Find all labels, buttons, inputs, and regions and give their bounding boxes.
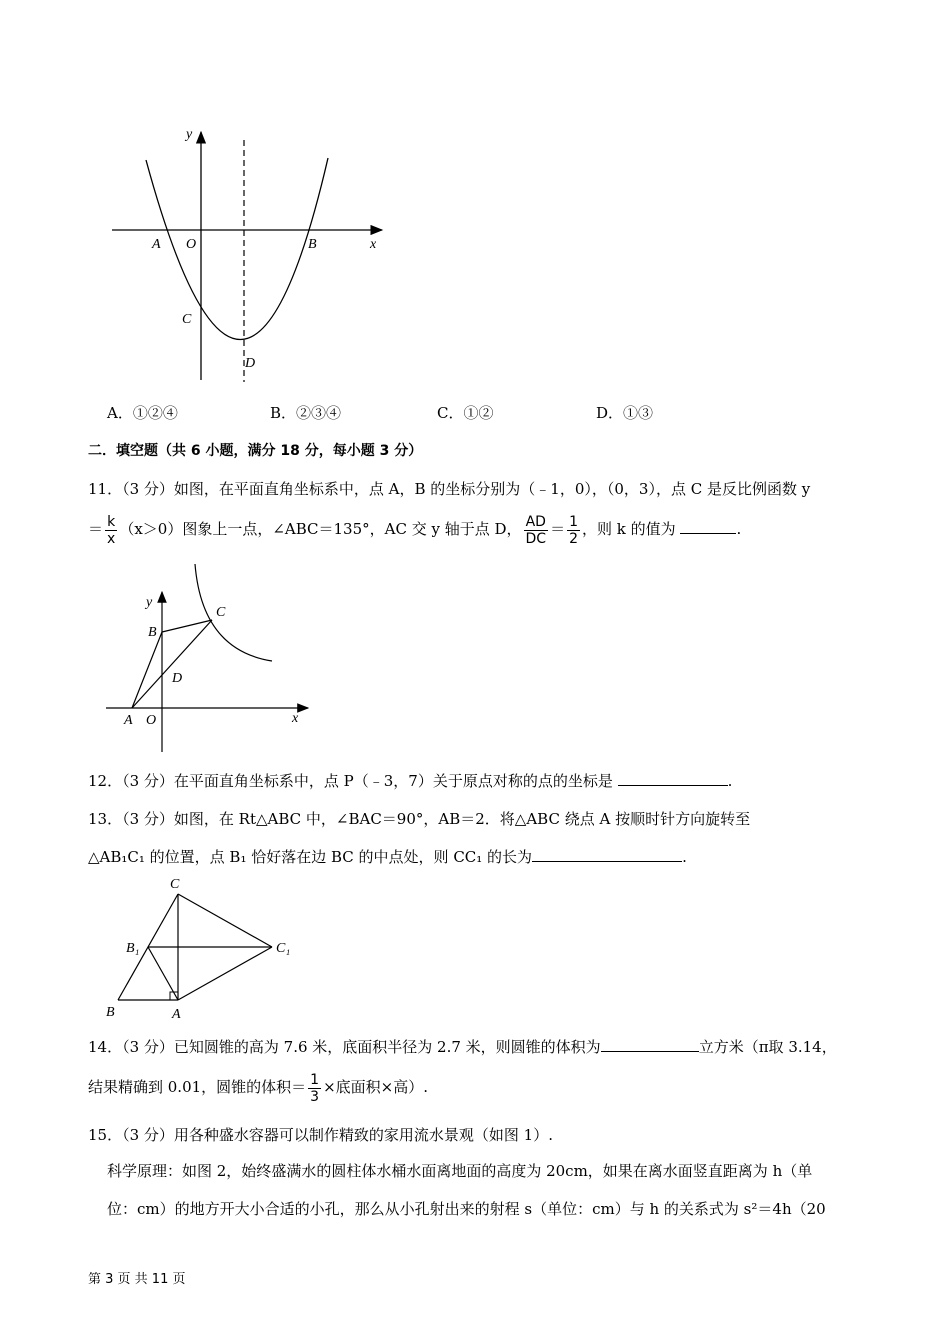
option-d[interactable]: D．①③ bbox=[596, 404, 654, 422]
segment-AC bbox=[132, 620, 212, 708]
label-C: C bbox=[182, 312, 192, 327]
q13-line1: 13．（3 分）如图，在 Rt△ABC 中，∠BAC＝90°，AB＝2．将△ABC 绕点 A 按顺时针方向旋转至 bbox=[88, 810, 751, 828]
q14-line1 bbox=[88, 1036, 837, 1058]
q11-end: . bbox=[736, 520, 742, 538]
frac-denominator: DC bbox=[525, 530, 547, 547]
q15-line1: 15．（3 分）用各种盛水容器可以制作精致的家用流水景观（如图 1）. bbox=[88, 1126, 553, 1144]
q15-line3: 位：cm）的地方开大小合适的小孔，那么从小孔射出来的射程 s（单位：cm）与 h 的关系式为 s²＝4h（20 bbox=[107, 1200, 826, 1218]
q13-text: △AB₁C₁ 的位置，点 B₁ 恰好落在边 BC 的中点处，则 CC₁ 的长为 bbox=[88, 848, 533, 866]
hyperbola-curve bbox=[195, 564, 272, 661]
q13-end: . bbox=[682, 848, 687, 866]
label-x: x bbox=[292, 711, 299, 726]
fraction-one-half bbox=[567, 514, 580, 547]
label-A: A bbox=[124, 713, 133, 728]
q12-end: . bbox=[727, 772, 733, 790]
frac-denominator: 2 bbox=[569, 530, 579, 547]
option-a[interactable]: A．①②④ bbox=[107, 404, 178, 422]
parabola-figure bbox=[100, 120, 400, 385]
q14-text-a: 14．（3 分）已知圆锥的高为 7.6 米，底面积半径为 2.7 米，则圆锥的体积为 bbox=[88, 1038, 601, 1056]
q14-text-d: ×底面积×高）. bbox=[323, 1078, 428, 1096]
frac-denominator: 3 bbox=[310, 1088, 320, 1105]
option-c[interactable]: C．①② bbox=[437, 404, 494, 422]
segment-AC1 bbox=[178, 947, 272, 1000]
label-B: B bbox=[148, 625, 157, 640]
q12-line bbox=[88, 770, 732, 792]
q11-answer-blank[interactable] bbox=[680, 518, 736, 534]
label-y: y bbox=[186, 127, 193, 142]
label-C: C bbox=[170, 877, 180, 892]
q13-answer-blank[interactable] bbox=[532, 846, 682, 862]
frac-denominator: x bbox=[107, 530, 116, 547]
q14-text-b: 立方米（π取 3.14， bbox=[698, 1038, 837, 1056]
q12-text: 12．（3 分）在平面直角坐标系中，点 P（﹣3，7）关于原点对称的点的坐标是 bbox=[88, 772, 613, 790]
label-B1: B₁ bbox=[126, 941, 140, 956]
label-O: O bbox=[186, 237, 197, 252]
q11-mid: （x＞0）图象上一点，∠ABC＝135°，AC 交 y 轴于点 D， bbox=[119, 520, 522, 538]
label-y: y bbox=[146, 595, 153, 610]
label-D: D bbox=[172, 671, 183, 686]
segment-BC bbox=[162, 620, 212, 632]
option-b[interactable]: B．②③④ bbox=[270, 404, 342, 422]
page-footer: 第 3 页 共 11 页 bbox=[88, 1272, 186, 1287]
label-A: A bbox=[172, 1007, 181, 1020]
frac-numerator: AD bbox=[524, 514, 549, 531]
section-title: 二．填空题（共 6 小题，满分 18 分，每小题 3 分） bbox=[88, 443, 423, 459]
q15-line2: 科学原理：如图 2，始终盛满水的圆柱体水桶水面离地面的高度为 20cm，如果在离水面竖直距离为 h（单 bbox=[107, 1162, 813, 1180]
frac-numerator: 1 bbox=[569, 513, 579, 530]
label-A: A bbox=[152, 237, 161, 252]
q11-line1: 11．（3 分）如图，在平面直角坐标系中，点 A，B 的坐标分别为（﹣1，0），（0，3），点 C 是反比例函数 y bbox=[88, 480, 811, 498]
label-B: B bbox=[106, 1005, 115, 1020]
q12-answer-blank[interactable] bbox=[618, 770, 728, 786]
frac-numerator: 1 bbox=[310, 1071, 320, 1088]
q14-answer-blank[interactable] bbox=[601, 1036, 699, 1052]
label-B: B bbox=[308, 237, 317, 252]
label-C: C bbox=[216, 605, 226, 620]
label-x: x bbox=[370, 237, 377, 252]
fraction-ad-over-dc bbox=[524, 514, 549, 547]
segment-AB bbox=[132, 632, 162, 708]
q14-text-c: 结果精确到 0.01，圆锥的体积＝ bbox=[88, 1078, 307, 1096]
label-C1: C₁ bbox=[276, 941, 291, 956]
rotation-figure bbox=[100, 874, 300, 1020]
fraction-one-third bbox=[308, 1072, 321, 1105]
q13-line2 bbox=[88, 846, 687, 868]
parabola-curve bbox=[146, 158, 328, 340]
q11-tail: ，则 k 的值为 bbox=[582, 520, 676, 538]
q11-line2 bbox=[88, 510, 741, 548]
q11-eq2: ＝ bbox=[550, 520, 566, 538]
label-O: O bbox=[146, 713, 157, 728]
fraction-k-over-x bbox=[105, 514, 117, 547]
hyperbola-figure bbox=[100, 562, 320, 754]
label-D: D bbox=[245, 356, 256, 371]
frac-numerator: k bbox=[105, 514, 117, 531]
segment-CC1 bbox=[178, 894, 272, 947]
q14-line2 bbox=[88, 1068, 428, 1106]
q11-eq: ＝ bbox=[88, 520, 104, 538]
